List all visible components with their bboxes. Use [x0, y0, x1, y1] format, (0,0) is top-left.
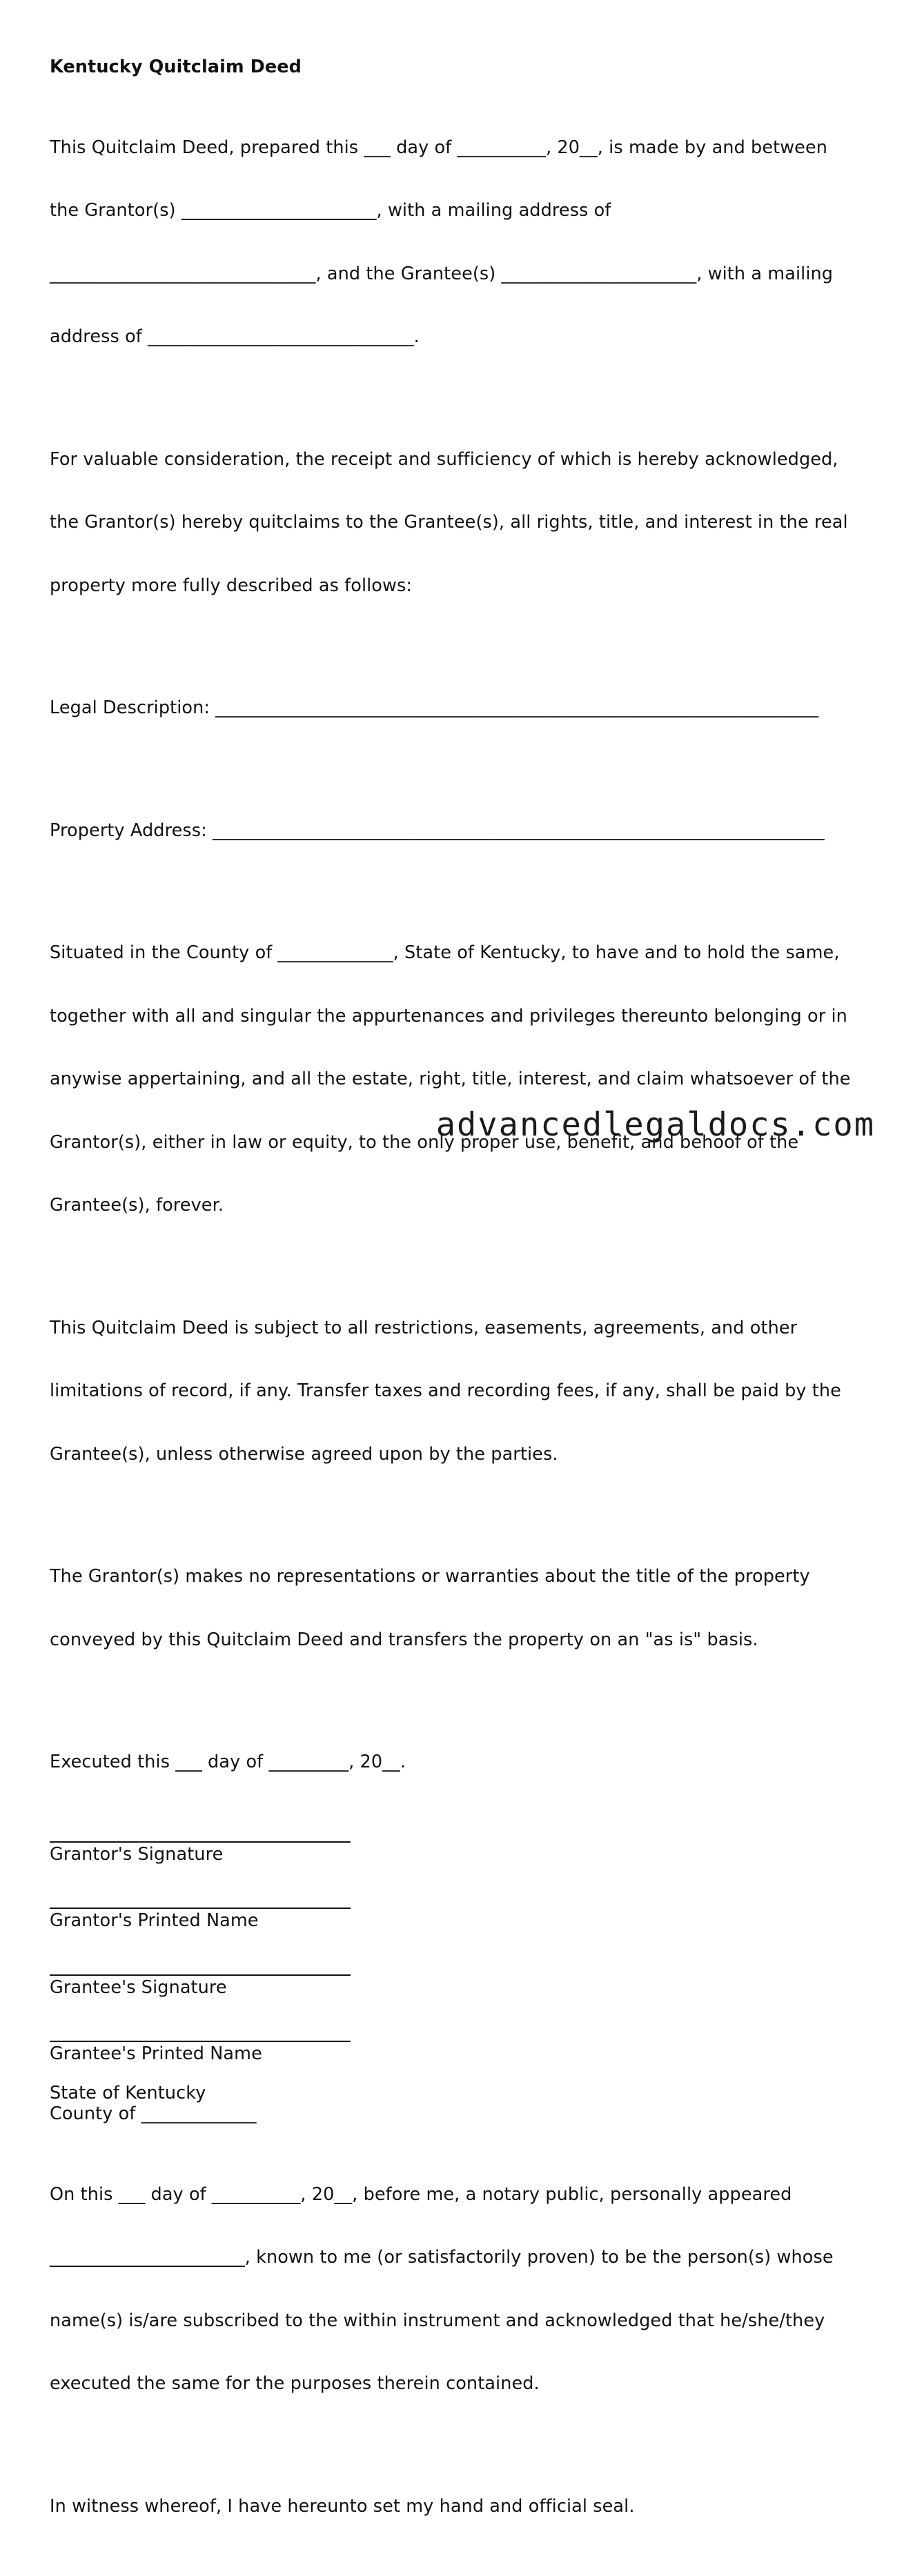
intro-line: the Grantor(s) ______________________, with a mailing address of: [50, 200, 611, 221]
notary-state: State of Kentucky: [50, 2082, 206, 2103]
executed-line: [50, 1710, 857, 1815]
subject-line: Grantee(s), unless otherwise agreed upon by the parties.: [50, 1443, 558, 1465]
situated-line: Situated in the County of _____________, State of Kentucky, to have and to hold the same,: [50, 942, 840, 963]
grantor-signature-line[interactable]: [50, 1841, 351, 1843]
grantee-printed-name-label: Grantee's Printed Name: [50, 2043, 262, 2064]
consideration-paragraph: [50, 407, 857, 639]
subject-paragraph: [50, 1276, 857, 1507]
situated-paragraph: [50, 900, 857, 1258]
situated-line: Grantor(s), either in law or equity, to the only proper use, benefit, and behoof of the: [50, 1131, 799, 1153]
grantor-printed-name-line[interactable]: [50, 1908, 351, 1909]
property-address-field: [50, 778, 857, 884]
warranty-line: conveyed by this Quitclaim Deed and transfers the property on an "as is" basis.: [50, 1629, 758, 1650]
consideration-line: For valuable consideration, the receipt and sufficiency of which is hereby acknowledged,: [50, 448, 838, 470]
grantee-printed-name-line[interactable]: [50, 2041, 351, 2042]
acknowledgment-line: On this ___ day of __________, 20__, before me, a notary public, personally appeared: [50, 2183, 792, 2205]
acknowledgment-line: ______________________, known to me (or satisfactorily proven) to be the person(s) whose: [50, 2247, 834, 2268]
grantee-signature-line[interactable]: [50, 1974, 351, 1976]
grantee-signature-label: Grantee's Signature: [50, 1976, 227, 1998]
notary-venue: [50, 2083, 857, 2125]
legal-description-field: [50, 655, 857, 761]
grantee-signature-block: [50, 1974, 857, 1999]
situated-line: Grantee(s), forever.: [50, 1195, 224, 1216]
witness-statement: [50, 2454, 857, 2559]
subject-line: This Quitclaim Deed is subject to all restrictions, easements, agreements, and other: [50, 1317, 798, 1338]
property-address-text: Property Address: _____________________________________________________________________: [50, 820, 825, 841]
consideration-line: property more fully described as follows:: [50, 575, 413, 596]
situated-line: anywise appertaining, and all the estate, right, title, interest, and claim whatsoever of the: [50, 1069, 851, 1089]
notary-county: County of _____________: [50, 2103, 257, 2124]
notary-acknowledgment: [50, 2142, 857, 2437]
consideration-line: the Grantor(s) hereby quitclaims to the Grantee(s), all rights, title, and interest in the real: [50, 512, 848, 533]
grantor-printed-name-label: Grantor's Printed Name: [50, 1910, 259, 1931]
warranty-paragraph: [50, 1524, 857, 1692]
acknowledgment-line: executed the same for the purposes therein contained.: [50, 2373, 540, 2394]
witness-text: In witness whereof, I have hereunto set my hand and official seal.: [50, 2495, 635, 2517]
document-title: Kentucky Quitclaim Deed: [50, 57, 302, 77]
grantee-printed-name-block: [50, 2041, 857, 2065]
intro-line: This Quitclaim Deed, prepared this ___ day of __________, 20__, is made by and between: [50, 137, 828, 158]
subject-line: limitations of record, if any. Transfer taxes and recording fees, if any, shall be paid by the: [50, 1380, 841, 1401]
situated-line: together with all and singular the appurtenances and privileges thereunto belonging or in: [50, 1005, 847, 1027]
intro-paragraph: [50, 95, 857, 390]
executed-text: Executed this ___ day of _________, 20__.: [50, 1752, 406, 1772]
acknowledgment-line: name(s) is/are subscribed to the within instrument and acknowledged that he/she/they: [50, 2310, 825, 2331]
site-watermark: advancedlegaldocs.com: [435, 1106, 875, 1144]
legal-description-text: Legal Description: ____________________________________________________________________: [50, 697, 819, 718]
warranty-line: The Grantor(s) makes no representations or warranties about the title of the property: [50, 1566, 810, 1587]
grantor-printed-name-block: [50, 1908, 857, 1932]
intro-line: ______________________________, and the Grantee(s) ______________________, with a mailing: [50, 263, 834, 284]
grantor-signature-block: [50, 1841, 857, 1865]
document-page: [50, 57, 857, 2576]
intro-line: address of ______________________________.: [50, 326, 420, 347]
grantor-signature-label: Grantor's Signature: [50, 1843, 224, 1865]
